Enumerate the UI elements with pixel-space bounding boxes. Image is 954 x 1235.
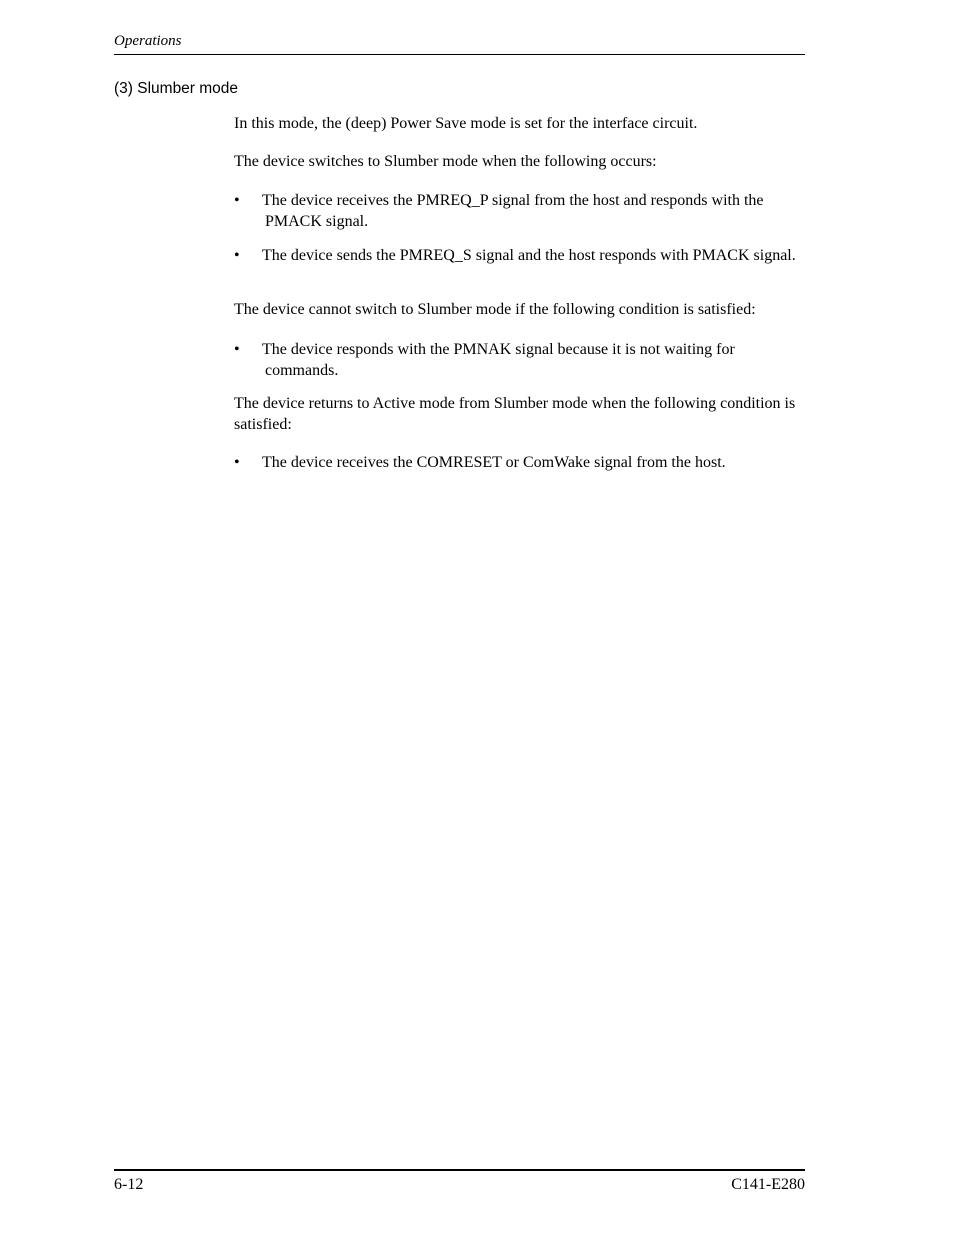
list-item-text: The device receives the PMREQ_P signal from the host and responds with the PMACK signal.: [262, 192, 764, 230]
list-item-text: The device receives the COMRESET or ComWake signal from the host.: [262, 454, 726, 471]
page-number: 6-12: [114, 1176, 144, 1193]
running-header-title: Operations: [114, 33, 182, 49]
header-rule: [114, 54, 805, 55]
list-item: [234, 339, 806, 381]
paragraph-return-active: The device returns to Active mode from Slumber mode when the following condition is satisfied:: [234, 395, 796, 433]
list-item: [234, 245, 806, 266]
paragraph-switch-conditions: The device switches to Slumber mode when the following occurs:: [234, 153, 657, 170]
paragraph-cannot-switch: The device cannot switch to Slumber mode if the following condition is satisfied:: [234, 301, 756, 318]
list-item-text: The device sends the PMREQ_S signal and the host responds with PMACK signal.: [262, 247, 796, 264]
section-heading: (3) Slumber mode: [114, 80, 239, 97]
document-code: C141-E280: [731, 1176, 805, 1193]
list-item: [234, 452, 806, 473]
bullet-icon: •: [234, 192, 240, 209]
paragraph-intro: In this mode, the (deep) Power Save mode is set for the interface circuit.: [234, 115, 698, 132]
list-item-text: The device responds with the PMNAK signal because it is not waiting for commands.: [262, 341, 735, 379]
bullet-icon: •: [234, 247, 240, 264]
bullet-icon: •: [234, 454, 240, 471]
bullet-icon: •: [234, 341, 240, 358]
list-item: [234, 190, 806, 232]
footer-rule: [114, 1169, 805, 1171]
